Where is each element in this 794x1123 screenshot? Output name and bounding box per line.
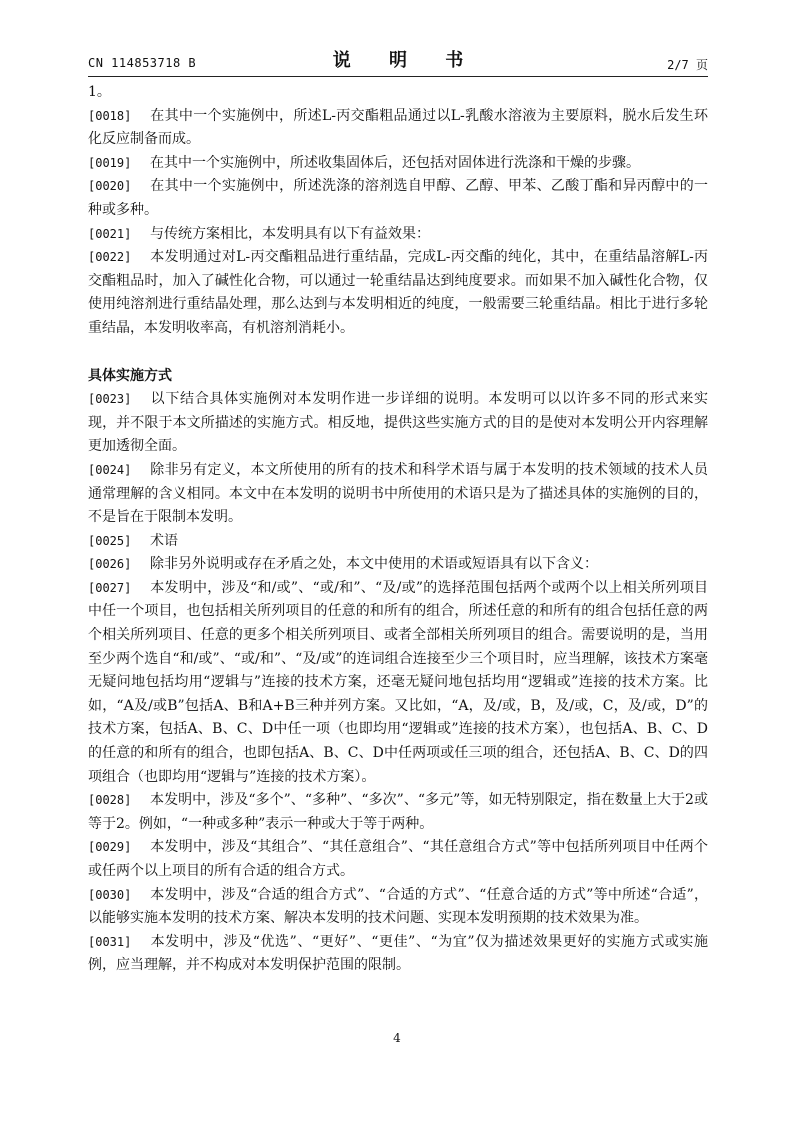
paragraph-text: 在其中一个实施例中，所述收集固体后，还包括对固体进行洗涤和干燥的步骤。 [150, 154, 640, 171]
paragraph-text: 本发明中，涉及“合适的组合方式”、“合适的方式”、“任意合适的方式”等中所述“合适”，以能够实施本发明的技术方案、解决本发明的技术问题、实现本发明预期的技术效果为准。 [88, 886, 708, 927]
paragraph [88, 836, 708, 883]
paragraph-number: [0026] [88, 557, 132, 572]
document-body [88, 81, 708, 978]
paragraph [88, 152, 708, 176]
document-title: 说 明 书 [332, 50, 480, 71]
paragraph-text: 与传统方案相比，本发明具有以下有益效果： [150, 225, 430, 242]
paragraph-number: [0031] [88, 934, 132, 949]
paragraph-number: [0027] [88, 580, 132, 595]
publication-number: CN 114853718 B [88, 56, 197, 70]
page-number: 4 [393, 1031, 401, 1045]
paragraph-text: 本发明通过对L-丙交酯粗品进行重结晶，完成L-丙交酯的纯化，其中，在重结晶溶解L-丙交酯粗品时，加入了碱性化合物，可以通过一轮重结晶达到纯度要求。而如果不加入碱性化合物，仅使用纯溶剂进行重结晶处理，那么达到与本发明相近的纯度，一般需要三轮重结晶。相比于进行多轮重结晶，本发明收率高，有机溶剂消耗小。 [88, 249, 708, 336]
paragraph-number: [0028] [88, 793, 132, 808]
paragraph-text: 本发明中，涉及“优选”、“更好”、“更佳”、“为宜”仅为描述效果更好的实施方式或实施例，应当理解，并不构成对本发明保护范围的限制。 [88, 933, 708, 974]
paragraph [88, 175, 708, 222]
paragraph [88, 246, 708, 340]
paragraph-number: [0029] [88, 840, 132, 855]
paragraph [88, 931, 708, 978]
paragraph-text: 本发明中，涉及“其组合”、“其任意组合”、“其任意组合方式”等中包括所列项目中任两个或任两个以上项目的所有合适的组合方式。 [88, 839, 708, 879]
paragraph [88, 553, 708, 577]
paragraph-text: 术语 [150, 532, 178, 549]
paragraph-text: 在其中一个实施例中，所述洗涤的溶剂选自甲醇、乙醇、甲苯、乙酸丁酯和异丙醇中的一种或多种。 [88, 178, 708, 218]
paragraph-number: [0019] [88, 155, 132, 170]
paragraph-text: 在其中一个实施例中，所述L-丙交酯粗品通过以L-乳酸水溶液为主要原料，脱水后发生环化反应制备而成。 [88, 107, 708, 148]
paragraph-text: 本发明中，涉及“和/或”、“或/和”、“及/或”的选择范围包括两个或两个以上相关所列项目中任一个项目，也包括相关所列项目的任意的和所有的组合，所述任意的和所有的组合包括任意的两个相关所列项目、任意的更多个相关所列项目、或者全部相关所列项目的组合。需要说明的是，当用至少两个选自“和/或”、“或/和”、“及/或”的连词组合连接至少三个项目时，应当理解，该技术方案毫无疑问地包括均用“逻辑与”连接的技术方案，还毫无疑问地包括均用“逻辑或”连接的技术方案。比如，“A及/或B”包括A、B和A+B三种并列方案。又比如，“A，及/或，B，及/或，C，及/或，D”的技术方案，包括A、B、C、D中任一项（也即均用“逻辑或”连接的技术方案），也包括A、B、C、D的任意的和所有的组合，也即包括A、B、C、D中任两项或任三项的组合，还包括A、B、C、D的四项组合（也即均用“逻辑与”连接的技术方案）。 [88, 579, 708, 785]
paragraph-text: 除非另有定义，本文所使用的所有的技术和科学术语与属于本发明的技术领域的技术人员通常理解的含义相同。本文中在本发明的说明书中所使用的术语只是为了描述具体的实施例的目的，不是旨在于限制本发明。 [88, 461, 708, 526]
paragraph [88, 884, 708, 931]
section-heading: 具体实施方式 [88, 367, 172, 384]
paragraph-number: [0022] [88, 250, 132, 265]
paragraph-number: [0023] [88, 392, 132, 407]
paragraph-text: 本发明中，涉及“多个”、“多种”、“多次”、“多元”等，如无特别限定，指在数量上大于2或等于2。例如，“一种或多种”表示一种或大于等于两种。 [88, 792, 708, 832]
paragraph [88, 105, 708, 152]
page-of-total: 2/7 页 [667, 58, 708, 72]
paragraph-number: [0030] [88, 887, 132, 902]
paragraph [88, 789, 708, 836]
lead-line: 1。 [88, 84, 111, 100]
paragraph [88, 223, 708, 247]
paragraph-text: 以下结合具体实施例对本发明作进一步详细的说明。本发明可以以许多不同的形式来实现，并不限于本文所描述的实施方式。相反地，提供这些实施方式的目的是使对本发明公开内容理解更加透彻全面。 [88, 391, 708, 455]
page-header [88, 46, 708, 76]
paragraph-text: 除非另外说明或存在矛盾之处，本文中使用的术语或短语具有以下含义： [150, 556, 598, 573]
paragraph [88, 530, 708, 554]
paragraph-number: [0025] [88, 533, 132, 548]
paragraph [88, 388, 708, 459]
paragraph [88, 577, 708, 789]
paragraph [88, 459, 708, 530]
paragraph-number: [0021] [88, 226, 132, 241]
paragraph-number: [0018] [88, 108, 132, 123]
paragraph-number: [0024] [88, 462, 132, 477]
paragraphs-after [88, 388, 708, 978]
paragraphs-before [88, 105, 708, 341]
paragraph-number: [0020] [88, 179, 132, 194]
header-divider [88, 76, 708, 77]
